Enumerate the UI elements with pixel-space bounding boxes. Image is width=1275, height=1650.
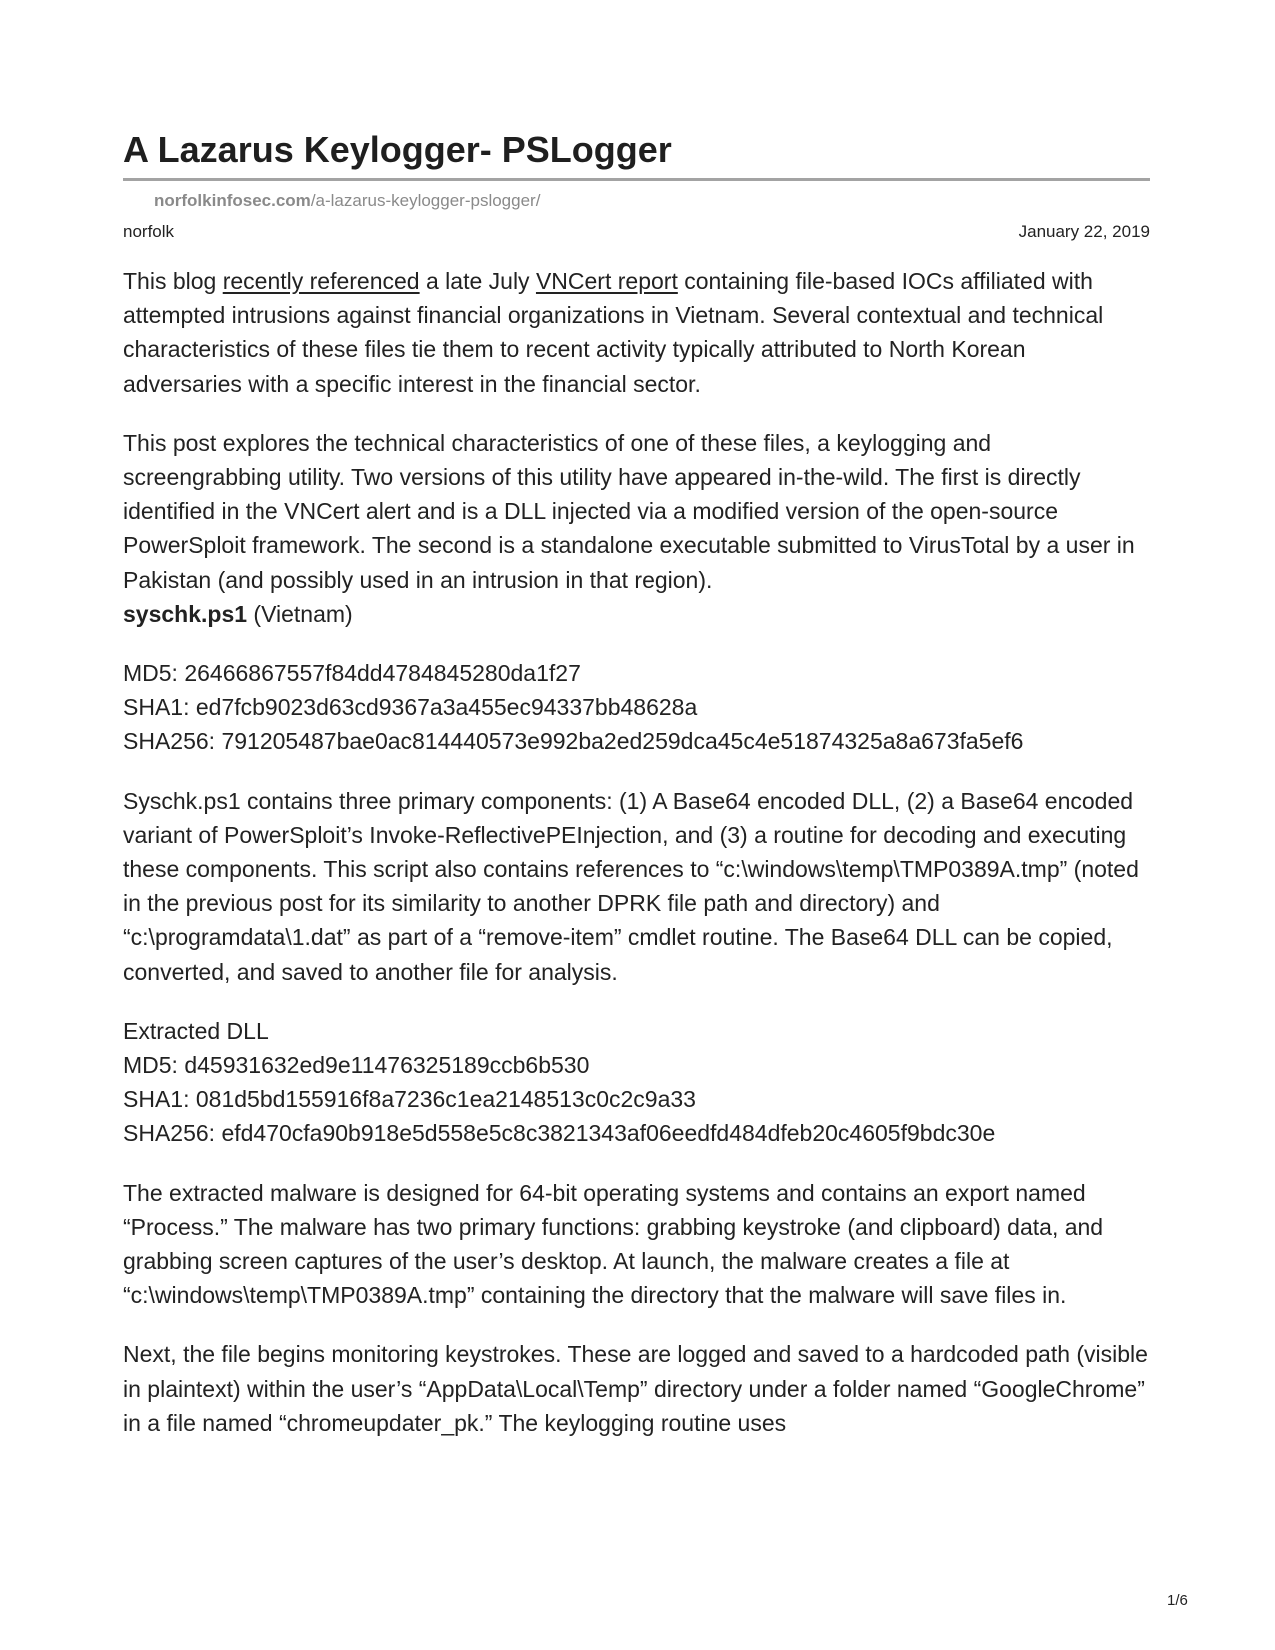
hash-md5: MD5: 26466867557f84dd4784845280da1f27 — [123, 660, 581, 687]
hash-md5: MD5: d45931632ed9e11476325189ccb6b530 — [123, 1052, 590, 1079]
article — [123, 128, 1150, 1440]
link-recently-referenced[interactable]: recently referenced — [222, 268, 420, 294]
author: norfolk — [123, 222, 175, 241]
hash-sha256: SHA256: efd470cfa90b918e5d558e5c8c3821343af06eedfd484dfeb20c4605f9bdc30e — [123, 1120, 996, 1147]
publish-date: January 22, 2019 — [1018, 222, 1150, 241]
paragraph-overview: This post explores the technical characteristics of one of these files, a keylogging and screengrabbing utility. Two versions of this utility have appeared in-the-wild. The first is directly identified in the VNCert alert and is a DLL injected via a modified version of the open-source PowerSploit framework. The second is a standalone executable submitted to VirusTotal by a user in Pakistan (and possibly used in an intrusion in that region). syschk.ps1 (Vietnam) — [123, 426, 1150, 631]
hash-sha1: SHA1: ed7fcb9023d63cd9367a3a455ec94337bb48628a — [123, 694, 698, 721]
hash-block-extracted-dll — [123, 1014, 1150, 1151]
article-meta — [123, 221, 1150, 243]
section-heading-syschk: syschk.ps1 (Vietnam) — [123, 600, 353, 627]
paragraph-extracted-malware: The extracted malware is designed for 64-bit operating systems and contains an export named “Process.” The malware has two primary functions: grabbing keystroke (and clipboard) data, and grabbing screen captures of the user’s desktop. At launch, the malware creates a file at “c:\windows\temp\TMP0389A.tmp” containing the directory that the malware will save files in. — [123, 1179, 1104, 1309]
paragraph-keystrokes: Next, the file begins monitoring keystrokes. These are logged and saved to a hardcoded path (visible in plaintext) within the user’s “AppData\Local\Temp” directory under a folder named “GoogleChrome” in a file named “chromeupdater_pk.” The keylogging routine uses — [123, 1341, 1148, 1436]
hash-sha256: SHA256: 791205487bae0ac814440573e992ba2ed259dca45c4e51874325a8a673fa5ef6 — [123, 728, 1024, 755]
article-body — [123, 264, 1150, 1440]
paragraph-syschk-components: Syschk.ps1 contains three primary components: (1) A Base64 encoded DLL, (2) a Base64 encoded variant of PowerSploit’s Invoke-ReflectivePEInjection, and (3) a routine for decoding and executing these components. This script also contains references to “c:\windows\temp\TMP0389A.tmp” (noted in the previous post for its similarity to another DPRK file path and directory) and “c:\programdata\1.dat” as part of a “remove-item” cmdlet routine. The Base64 DLL can be copied, converted, and saved to another file for analysis. — [123, 787, 1139, 985]
hash-block-label: Extracted DLL — [123, 1017, 269, 1044]
hash-block-syschk — [123, 656, 1150, 759]
hash-sha1: SHA1: 081d5bd155916f8a7236c1ea2148513c0c2c9a33 — [123, 1086, 696, 1113]
page-number: 1/6 — [1167, 1592, 1188, 1609]
source-url[interactable] — [154, 190, 1150, 212]
page-title: A Lazarus Keylogger- PSLogger — [123, 128, 1150, 181]
paragraph-intro: This blog recently referenced a late July VNCert report containing file-based IOCs affiliated with attempted intrusions against financial organizations in Vietnam. Several contextual and technical characteristics of these files tie them to recent activity typically attributed to North Korean adversaries with a specific interest in the financial sector. — [123, 268, 1104, 397]
link-vncert-report[interactable]: VNCert report — [535, 268, 678, 294]
source-path: /a-lazarus-keylogger-pslogger/ — [310, 191, 541, 210]
source-domain: norfolkinfosec.com — [154, 191, 311, 210]
